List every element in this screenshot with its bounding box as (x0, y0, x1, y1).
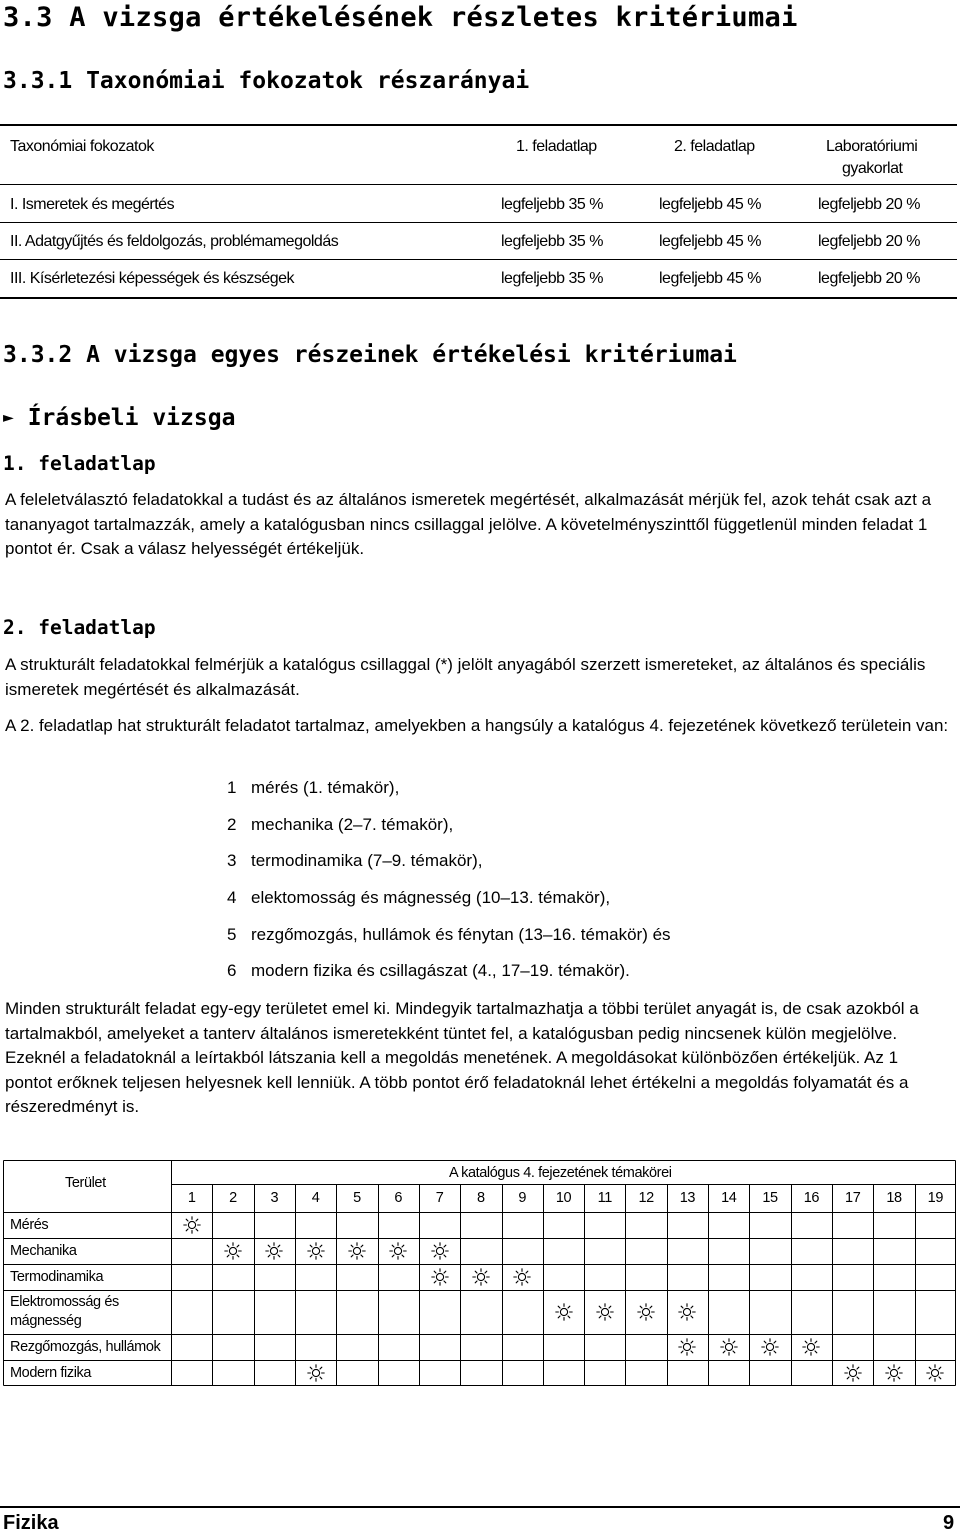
list-item: 3 termodinamika (7–9. témakör), (227, 851, 483, 870)
topic-number-header: 9 (518, 1190, 526, 1206)
table-top-rule (0, 124, 957, 126)
header-sheet1: 1. feladatlap (516, 138, 597, 155)
header-taxonomy: Taxonómiai fokozatok (10, 138, 154, 155)
table-row-1-lab: legfeljebb 20 % (818, 196, 920, 213)
sun-icon (844, 1364, 862, 1387)
topic-number-header: 6 (394, 1190, 403, 1206)
topic-number-header: 1 (187, 1190, 196, 1206)
area-row-label: Elektromosság és mágnesség (10, 1294, 119, 1329)
area-row-label: Modern fizika (10, 1364, 92, 1381)
sheet1-paragraph: A feleletválasztó feladatokkal a tudást és az általános ismeretek megértését, alkalmazását mérjük fel, azok tehát csak azt a tananyagot tartalmazzák, amely a katalógusban nincs csillaggal jelölve. A követelményszinttől függetlenül minden feladat 1 pontot ér. Csak a válasz helyességét értékeljük. (5, 490, 932, 558)
table-row-1-sheet2: legfeljebb 45 % (659, 196, 761, 213)
area-row-label: Mechanika (10, 1242, 77, 1259)
sun-icon (761, 1338, 779, 1361)
topic-number-header: 15 (762, 1190, 778, 1206)
topic-number-header: 3 (270, 1190, 279, 1206)
area-row-label: Rezgőmozgás, hullámok (10, 1338, 161, 1355)
sun-icon (802, 1338, 820, 1361)
table-row-3-sheet1: legfeljebb 35 % (501, 270, 603, 287)
sun-icon (431, 1268, 449, 1291)
sun-icon (926, 1364, 944, 1387)
topic-number-header: 14 (721, 1190, 737, 1206)
sheet2-paragraph-1: A strukturált feladatokkal felmérjük a katalógus csillaggal (*) jelölt anyagából szerzett ismereteket, az általános és speciális ismeretek megértését és alkalmazását. (5, 655, 926, 699)
footer-subject: Fizika (3, 1512, 59, 1534)
sun-icon (183, 1216, 201, 1239)
written-exam-heading (3, 405, 235, 431)
list-item: 2 mechanika (2–7. témakör), (227, 815, 454, 834)
topic-number-header: 4 (311, 1190, 320, 1206)
header-lab-line1: Laboratóriumi (826, 138, 918, 155)
topic-number-header: 16 (803, 1190, 820, 1206)
sun-icon (720, 1338, 738, 1361)
structured-task-paragraph: Minden strukturált feladat egy-egy területet emel ki. Mindegyik tartalmazhatja a többi terület anyagát is, de csak azokból a tartalmakból, amelyeket a tanterv általános ismeretekként tüntet fel, a katalógusban pedig nincsenek külön megjelölve. Ezeknél a feladatoknál a leírtakból látszania kell a megoldás menetének. A megoldásokat különbözően értékeljük. Az 1 pontot erőknek teljesen helyesnek kell lenniük. A több pontot érő feladatoknál lehet értékelni a megoldás folyamatát és a részeredményt is. (5, 999, 919, 1116)
page-number: 9 (943, 1512, 955, 1534)
sheet2-heading: 2. feladatlap (3, 616, 156, 639)
topic-number-header: 17 (845, 1190, 861, 1206)
topic-number-header: 5 (353, 1190, 361, 1206)
sun-icon (348, 1242, 366, 1265)
sun-icon (431, 1242, 449, 1265)
topic-group-header: A katalógus 4. fejezetének témakörei (449, 1165, 672, 1181)
table-row-2-lab: legfeljebb 20 % (818, 233, 920, 250)
sun-icon (307, 1242, 325, 1265)
topic-number-header: 18 (886, 1190, 902, 1206)
sun-icon (513, 1268, 531, 1291)
subsection-heading-criteria: 3.3.2 A vizsga egyes részeinek értékelési kritériumai (3, 342, 737, 368)
topic-number-header: 13 (679, 1190, 696, 1206)
footer-rule (0, 1506, 960, 1508)
sheet2-paragraph-2: A 2. feladatlap hat strukturált feladatot tartalmaz, amelyekben a hangsúly a katalógus 4. fejezetének következő területein van: (5, 716, 949, 735)
table-row-3-label: III. Kísérletezési képességek és készségek (10, 270, 295, 287)
sun-icon (555, 1303, 573, 1326)
subsection-heading-taxonomy: 3.3.1 Taxonómiai fokozatok részarányai (3, 68, 530, 94)
topic-number-header: 2 (229, 1190, 237, 1206)
sun-icon (265, 1242, 283, 1265)
sun-icon (678, 1303, 696, 1326)
area-column-header: Terület (65, 1175, 106, 1191)
topic-table (3, 1160, 956, 1386)
sheet1-heading: 1. feladatlap (3, 452, 156, 475)
list-item: 6 modern fizika és csillagászat (4., 17–19. témakör). (227, 961, 630, 980)
table-bottom-rule (0, 297, 957, 299)
written-exam-label: Írásbeli vizsga (27, 405, 236, 431)
area-row-label: Mérés (10, 1216, 49, 1233)
sun-icon (885, 1364, 903, 1387)
table-row-2-sheet2: legfeljebb 45 % (659, 233, 761, 250)
topic-number-header: 8 (477, 1190, 485, 1206)
topic-number-header: 10 (555, 1190, 572, 1206)
section-heading: 3.3 A vizsga értékelésének részletes kritériumai (3, 2, 798, 33)
topic-number-header: 19 (927, 1190, 943, 1206)
sun-icon (678, 1338, 696, 1361)
table-row-2-label: II. Adatgyűjtés és feldolgozás, problémamegoldás (10, 233, 339, 250)
row-rule (0, 259, 957, 260)
area-row-label: Termodinamika (10, 1268, 104, 1285)
list-item: 5 rezgőmozgás, hullámok és fénytan (13–16. témakör) és (227, 925, 671, 944)
table-row-1-sheet1: legfeljebb 35 % (501, 196, 603, 213)
table-row-3-lab: legfeljebb 20 % (818, 270, 920, 287)
table-row-1-label: I. Ismeretek és megértés (10, 196, 175, 213)
sun-icon (472, 1268, 490, 1291)
topic-number-header: 11 (597, 1190, 612, 1206)
sun-icon (389, 1242, 407, 1265)
table-header-rule (0, 184, 957, 185)
topic-number-header: 12 (638, 1190, 654, 1206)
table-row-3-sheet2: legfeljebb 45 % (659, 270, 761, 287)
triangle-bullet-icon: ► (3, 407, 14, 428)
sun-icon (307, 1364, 325, 1387)
table-row-2-sheet1: legfeljebb 35 % (501, 233, 603, 250)
sun-icon (637, 1303, 655, 1326)
header-sheet2: 2. feladatlap (674, 138, 755, 155)
topic-number-header: 7 (435, 1190, 444, 1206)
row-rule (0, 222, 957, 223)
sun-icon (224, 1242, 242, 1265)
list-item: 1 mérés (1. témakör), (227, 778, 400, 797)
list-item: 4 elektomosság és mágnesség (10–13. témakör), (227, 888, 611, 907)
sun-icon (596, 1303, 614, 1326)
header-lab-line2: gyakorlat (842, 160, 903, 177)
